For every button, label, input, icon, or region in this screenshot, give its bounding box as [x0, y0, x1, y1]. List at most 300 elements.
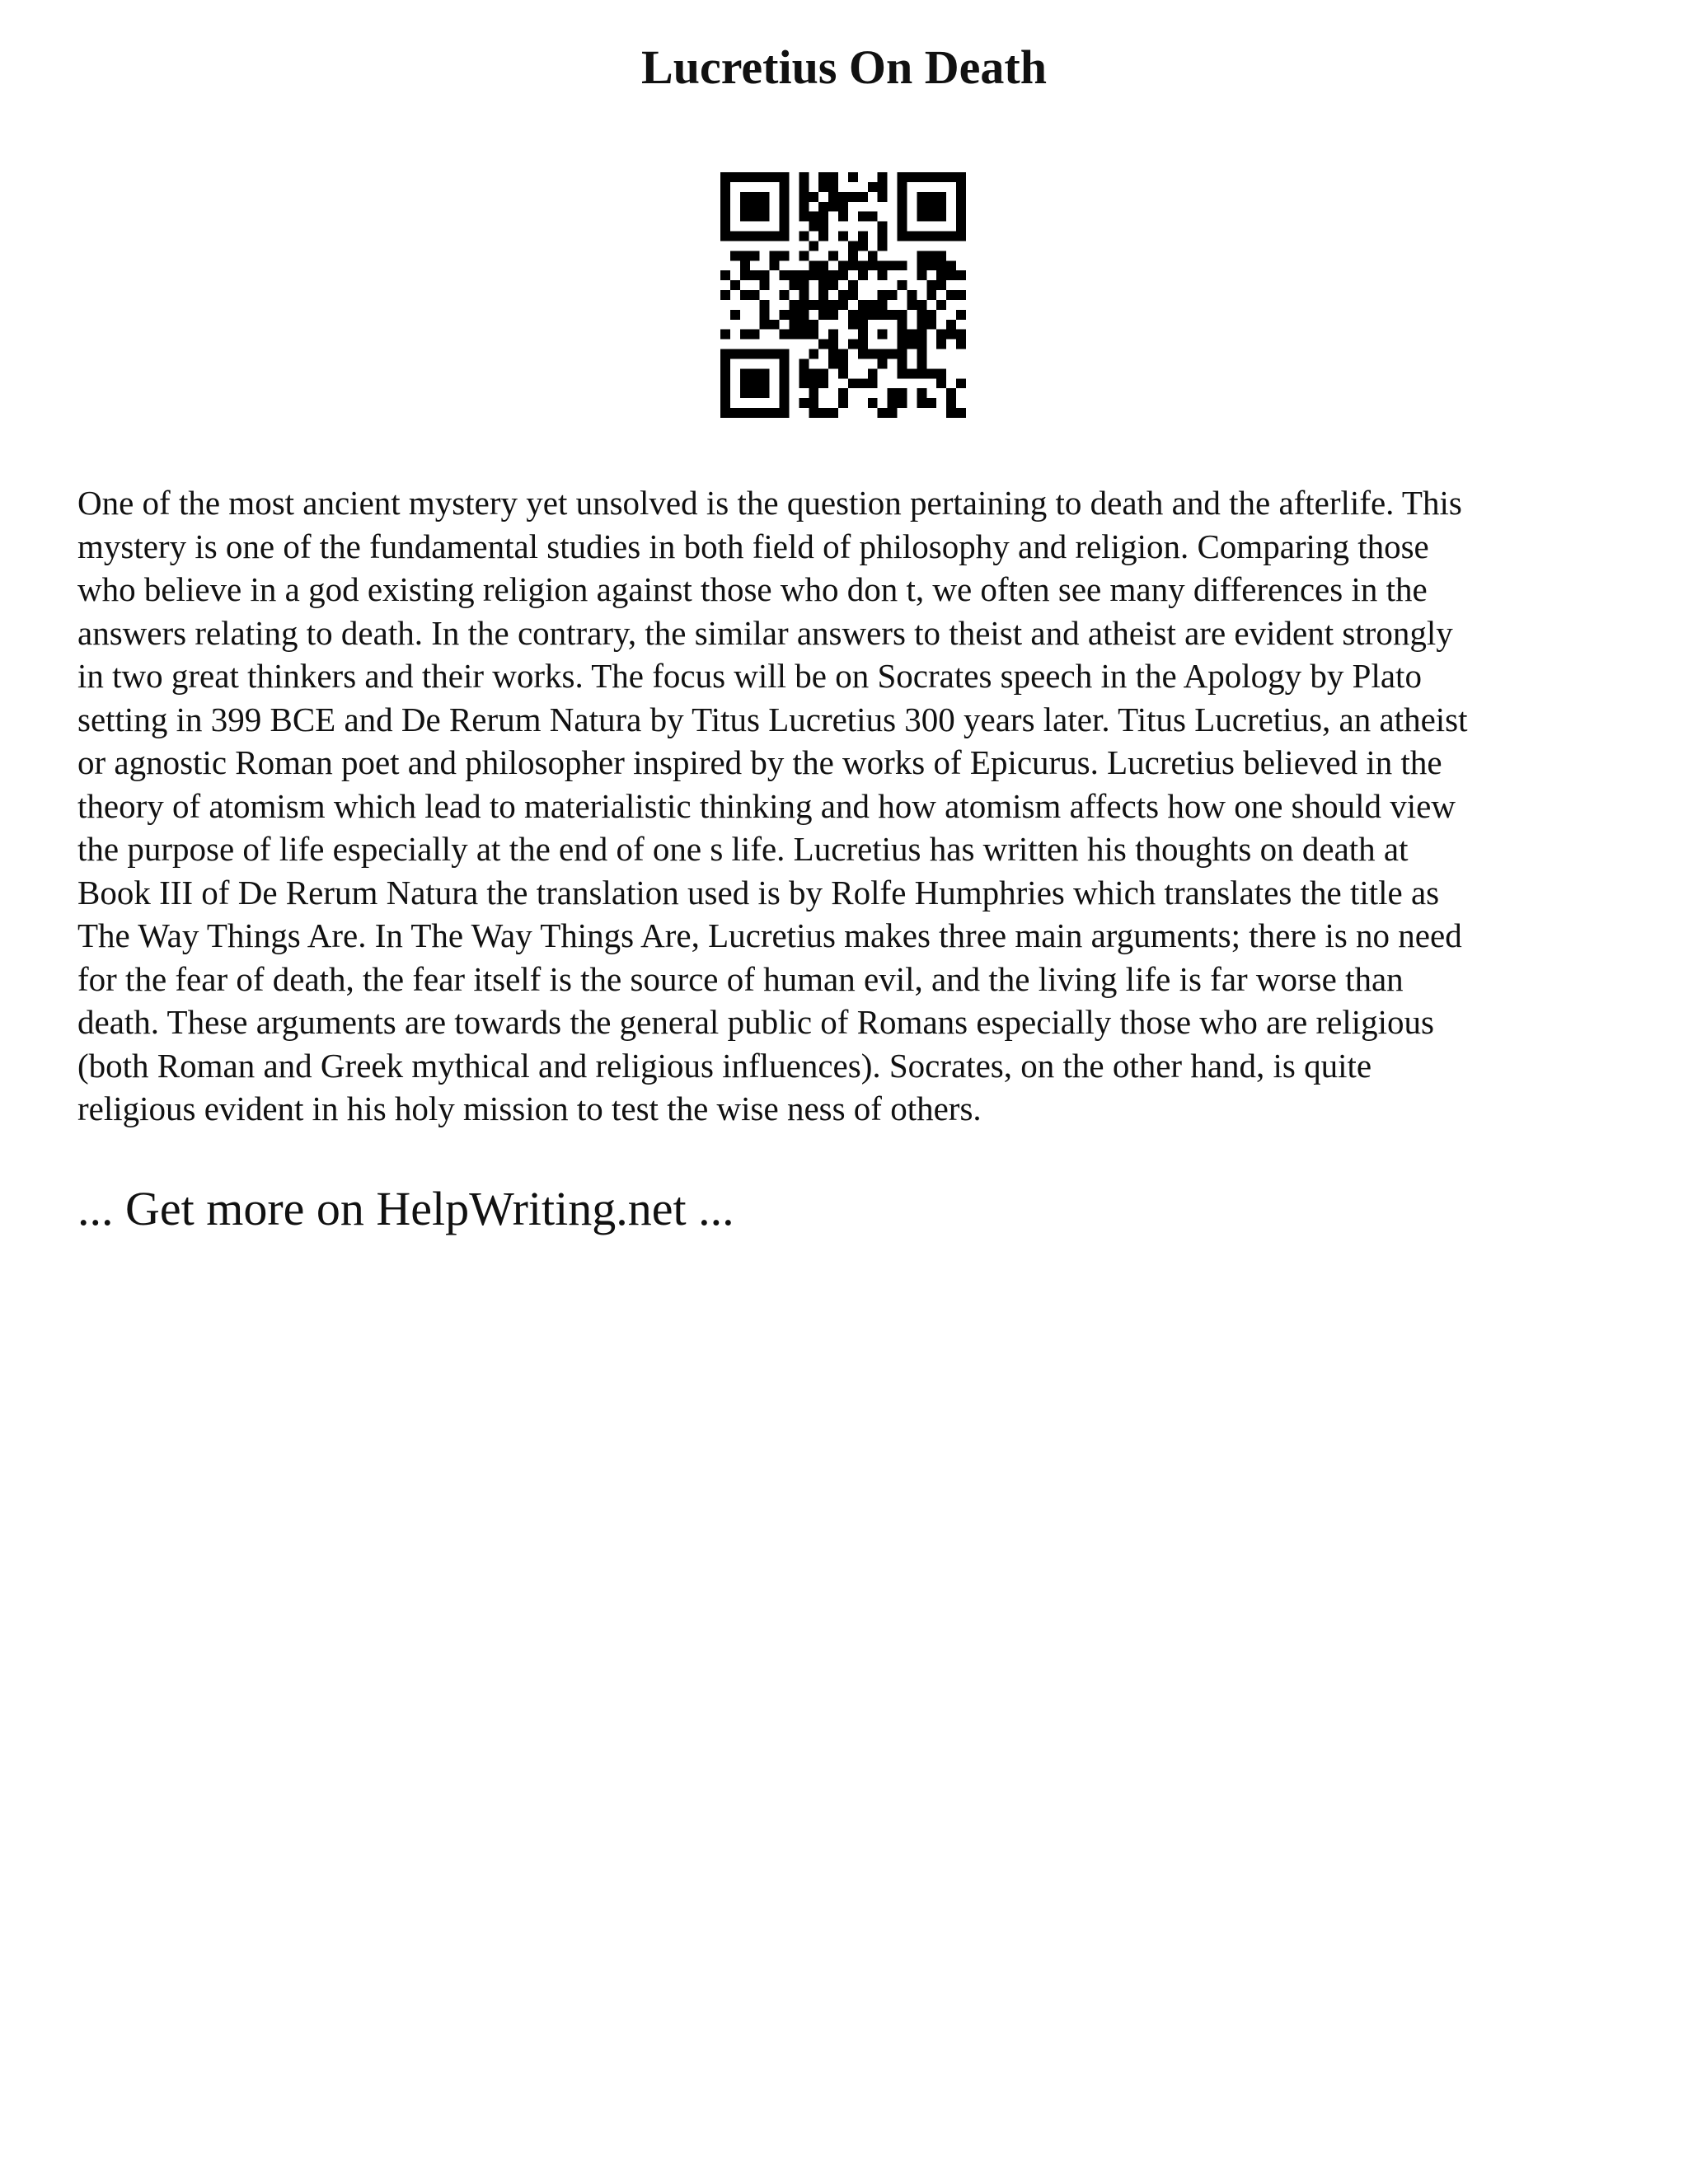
qr-module: [838, 398, 848, 408]
qr-module: [917, 310, 926, 320]
qr-module: [818, 310, 828, 320]
qr-module: [770, 251, 780, 260]
qr-module: [956, 232, 966, 241]
qr-module: [720, 192, 730, 202]
qr-module: [878, 182, 888, 192]
qr-module: [858, 241, 868, 251]
qr-module: [740, 388, 750, 398]
qr-module: [878, 192, 888, 202]
qr-module: [878, 222, 888, 232]
qr-module: [868, 378, 878, 388]
qr-module: [730, 280, 740, 290]
qr-module: [760, 388, 770, 398]
qr-module: [780, 290, 790, 300]
qr-module: [818, 182, 828, 192]
qr-module: [898, 222, 907, 232]
qr-module: [898, 280, 907, 290]
qr-module: [907, 340, 917, 349]
qr-module: [926, 260, 936, 270]
qr-module: [720, 398, 730, 408]
qr-module: [828, 349, 838, 359]
qr-module: [740, 378, 750, 388]
qr-module: [858, 270, 868, 280]
qr-module: [936, 340, 946, 349]
qr-module: [750, 212, 760, 222]
qr-module: [888, 310, 898, 320]
qr-module: [818, 222, 828, 232]
qr-module: [818, 280, 828, 290]
qr-module: [868, 212, 878, 222]
qr-module: [750, 330, 760, 340]
qr-module: [946, 172, 956, 182]
qr-module: [917, 340, 926, 349]
qr-module: [730, 310, 740, 320]
qr-module: [799, 251, 809, 260]
qr-module: [818, 270, 828, 280]
qr-module: [809, 320, 818, 330]
qr-module: [740, 260, 750, 270]
qr-module: [789, 320, 799, 330]
qr-module: [750, 232, 760, 241]
qr-module: [888, 398, 898, 408]
qr-module: [740, 172, 750, 182]
qr-module: [868, 398, 878, 408]
qr-module: [848, 260, 858, 270]
qr-module: [936, 232, 946, 241]
qr-module: [780, 368, 790, 378]
qr-module: [858, 232, 868, 241]
qr-module: [750, 251, 760, 260]
qr-module: [917, 330, 926, 340]
qr-module: [799, 398, 809, 408]
qr-module: [828, 251, 838, 260]
qr-module: [809, 260, 818, 270]
qr-module: [720, 330, 730, 340]
qr-module: [809, 192, 818, 202]
qr-module: [838, 202, 848, 212]
qr-module: [956, 378, 966, 388]
qr-module: [760, 310, 770, 320]
qr-module: [926, 280, 936, 290]
qr-module: [898, 212, 907, 222]
qr-module: [917, 388, 926, 398]
qr-module: [720, 368, 730, 378]
qr-module: [898, 192, 907, 202]
qr-module: [809, 349, 818, 359]
qr-module: [917, 349, 926, 359]
qr-module: [956, 202, 966, 212]
qr-module: [818, 300, 828, 310]
qr-module: [750, 378, 760, 388]
qr-module: [936, 378, 946, 388]
qr-module: [780, 408, 790, 418]
qr-module: [740, 212, 750, 222]
qr-module: [760, 408, 770, 418]
qr-module: [720, 408, 730, 418]
qr-module: [809, 241, 818, 251]
qr-module: [799, 359, 809, 368]
qr-module: [740, 349, 750, 359]
page-title: Lucretius On Death: [641, 40, 1047, 94]
qr-module: [750, 290, 760, 300]
qr-module: [838, 212, 848, 222]
qr-module: [799, 378, 809, 388]
qr-module: [789, 270, 799, 280]
qr-module: [730, 349, 740, 359]
qr-module: [848, 290, 858, 300]
qr-module: [818, 408, 828, 418]
qr-module: [936, 260, 946, 270]
qr-module: [760, 280, 770, 290]
qr-module: [750, 408, 760, 418]
qr-module: [926, 290, 936, 300]
qr-module: [780, 398, 790, 408]
qr-module: [956, 172, 966, 182]
qr-module: [848, 340, 858, 349]
qr-module: [936, 202, 946, 212]
qr-module: [898, 398, 907, 408]
qr-module: [760, 192, 770, 202]
qr-module: [720, 378, 730, 388]
qr-module: [780, 359, 790, 368]
qr-module: [898, 320, 907, 330]
qr-module: [946, 320, 956, 330]
qr-module: [946, 270, 956, 280]
qr-module: [907, 368, 917, 378]
qr-module: [838, 349, 848, 359]
qr-module: [730, 172, 740, 182]
qr-module: [799, 172, 809, 182]
qr-module: [818, 260, 828, 270]
qr-module: [809, 398, 818, 408]
qr-module: [838, 388, 848, 398]
body-paragraph: One of the most ancient mystery yet unsolved is the question pertaining to death and the afterlife. This mystery is one of the fundamental studies in both field of philosophy and religion. Comparing those who believe in a god existing religion against those who don t, we often see many differences in the answers relating to death. In the contrary, the similar answers to theist and atheist are evident strongly in two great thinkers and their works. The focus will be on Socrates speech in the Apology by Plato setting in 399 BCE and De Rerum Natura by Titus Lucretius 300 years later. Titus Lucretius, an atheist or agnostic Roman poet and philosopher inspired by the works of Epicurus. Lucretius believed in the theory of atomism which lead to materialistic thinking and how atomism affects how one should view the purpose of life especially at the end of one s life. Lucretius has written his thoughts on death at Book III of De Rerum Natura the translation used is by Rolfe Humphries which translates the title as The Way Things Are. In The Way Things Are, Lucretius makes three main arguments; there is no need for the fear of death, the fear itself is the source of human evil, and the living life is far worse than death. These arguments are towards the general public of Romans especially those who are religious (both Roman and Greek mythical and religious influences). Socrates, on the other hand, is quite religious evident in his holy mission to test the wise ness of others.: [77, 484, 1468, 1127]
qr-module: [868, 349, 878, 359]
qr-module: [760, 212, 770, 222]
qr-module: [828, 202, 838, 212]
qr-module: [809, 330, 818, 340]
qr-module: [848, 251, 858, 260]
qr-module: [770, 408, 780, 418]
qr-module: [926, 398, 936, 408]
qr-module: [770, 172, 780, 182]
qr-module: [780, 222, 790, 232]
qr-module: [936, 172, 946, 182]
qr-module: [907, 330, 917, 340]
qr-module: [828, 408, 838, 418]
qr-module: [898, 260, 907, 270]
qr-module: [917, 251, 926, 260]
qr-module: [828, 359, 838, 368]
qr-module: [926, 202, 936, 212]
qr-module: [720, 202, 730, 212]
qr-module: [730, 251, 740, 260]
qr-module: [799, 182, 809, 192]
qr-module: [809, 378, 818, 388]
qr-module: [898, 388, 907, 398]
qr-module: [799, 310, 809, 320]
qr-module: [848, 241, 858, 251]
qr-module: [936, 300, 946, 310]
qr-module: [926, 172, 936, 182]
get-more-link[interactable]: ... Get more on HelpWriting.net ...: [77, 1182, 734, 1235]
qr-module: [760, 172, 770, 182]
qr-module: [956, 182, 966, 192]
qr-module: [858, 349, 868, 359]
qr-module: [780, 232, 790, 241]
qr-module: [780, 310, 790, 320]
qr-module: [907, 290, 917, 300]
qr-module: [838, 260, 848, 270]
qr-module: [750, 349, 760, 359]
qr-module: [898, 349, 907, 359]
qr-module: [926, 310, 936, 320]
qr-module: [946, 398, 956, 408]
qr-module: [898, 232, 907, 241]
qr-module: [828, 192, 838, 202]
qr-code-icon: [720, 172, 966, 418]
qr-module: [838, 368, 848, 378]
qr-module: [750, 202, 760, 212]
qr-module: [740, 192, 750, 202]
qr-module: [956, 290, 966, 300]
qr-module: [770, 260, 780, 270]
qr-module: [780, 192, 790, 202]
qr-module: [828, 182, 838, 192]
qr-module: [848, 320, 858, 330]
qr-module: [789, 330, 799, 340]
qr-module: [878, 330, 888, 340]
qr-module: [760, 232, 770, 241]
qr-module: [809, 408, 818, 418]
qr-module: [730, 232, 740, 241]
qr-module: [740, 202, 750, 212]
qr-module: [750, 388, 760, 398]
qr-module: [926, 368, 936, 378]
qr-module: [858, 378, 868, 388]
qr-module: [809, 222, 818, 232]
qr-module: [926, 232, 936, 241]
qr-module: [878, 408, 888, 418]
qr-module: [838, 270, 848, 280]
qr-module: [828, 340, 838, 349]
qr-module: [760, 368, 770, 378]
qr-module: [720, 349, 730, 359]
qr-module: [818, 172, 828, 182]
qr-module: [828, 300, 838, 310]
qr-module: [946, 232, 956, 241]
qr-module: [818, 378, 828, 388]
qr-module: [936, 212, 946, 222]
qr-module: [878, 172, 888, 182]
qr-module: [740, 270, 750, 280]
qr-module: [799, 320, 809, 330]
qr-module: [720, 182, 730, 192]
qr-module: [858, 192, 868, 202]
qr-module: [946, 408, 956, 418]
qr-module: [917, 260, 926, 270]
qr-module: [946, 260, 956, 270]
qr-module: [799, 202, 809, 212]
qr-module: [799, 232, 809, 241]
qr-module: [828, 172, 838, 182]
qr-module: [956, 212, 966, 222]
qr-module: [760, 300, 770, 310]
qr-module: [760, 270, 770, 280]
qr-module: [789, 300, 799, 310]
qr-module: [720, 222, 730, 232]
qr-module: [888, 349, 898, 359]
qr-module: [878, 310, 888, 320]
qr-module: [799, 192, 809, 202]
qr-module: [898, 310, 907, 320]
qr-module: [926, 320, 936, 330]
qr-module: [799, 280, 809, 290]
qr-module: [780, 349, 790, 359]
qr-module: [917, 212, 926, 222]
qr-module: [838, 192, 848, 202]
qr-module: [946, 330, 956, 340]
qr-module: [917, 320, 926, 330]
qr-module: [878, 260, 888, 270]
qr-module: [799, 368, 809, 378]
qr-module: [780, 251, 790, 260]
qr-module: [917, 398, 926, 408]
qr-module: [760, 202, 770, 212]
qr-module: [917, 192, 926, 202]
qr-module: [809, 388, 818, 398]
qr-module: [780, 182, 790, 192]
qr-module: [888, 260, 898, 270]
qr-module: [936, 192, 946, 202]
qr-module: [818, 212, 828, 222]
qr-module: [858, 212, 868, 222]
qr-module: [936, 270, 946, 280]
qr-module: [780, 270, 790, 280]
qr-module: [750, 192, 760, 202]
qr-module: [898, 368, 907, 378]
qr-module: [720, 290, 730, 300]
qr-module: [868, 182, 878, 192]
qr-module: [780, 212, 790, 222]
qr-module: [898, 359, 907, 368]
qr-module: [868, 310, 878, 320]
qr-module: [868, 260, 878, 270]
qr-module: [780, 388, 790, 398]
qr-module: [956, 222, 966, 232]
qr-module: [818, 368, 828, 378]
qr-module: [750, 270, 760, 280]
qr-module: [848, 280, 858, 290]
qr-module: [926, 212, 936, 222]
qr-module: [809, 300, 818, 310]
qr-module: [936, 368, 946, 378]
qr-module: [888, 388, 898, 398]
qr-module: [878, 270, 888, 280]
qr-module: [780, 172, 790, 182]
qr-module: [720, 232, 730, 241]
qr-module: [720, 212, 730, 222]
qr-module: [888, 408, 898, 418]
qr-module: [838, 290, 848, 300]
qr-module: [858, 300, 868, 310]
qr-module: [956, 310, 966, 320]
qr-module: [898, 330, 907, 340]
qr-module: [878, 290, 888, 300]
qr-module: [799, 212, 809, 222]
qr-module: [720, 388, 730, 398]
qr-module: [848, 192, 858, 202]
qr-module: [818, 202, 828, 212]
qr-module: [848, 172, 858, 182]
qr-module: [848, 310, 858, 320]
qr-module: [936, 280, 946, 290]
qr-module: [799, 330, 809, 340]
qr-module: [809, 212, 818, 222]
qr-module: [917, 368, 926, 378]
qr-module: [936, 330, 946, 340]
qr-module: [956, 408, 966, 418]
qr-module: [760, 320, 770, 330]
qr-module: [936, 251, 946, 260]
qr-module: [917, 270, 926, 280]
qr-module: [907, 232, 917, 241]
qr-module: [740, 330, 750, 340]
qr-module: [760, 378, 770, 388]
qr-module: [946, 290, 956, 300]
qr-module: [858, 340, 868, 349]
qr-module: [956, 330, 966, 340]
qr-module: [838, 232, 848, 241]
qr-module: [907, 300, 917, 310]
qr-module: [917, 359, 926, 368]
qr-module: [858, 260, 868, 270]
qr-module: [956, 340, 966, 349]
qr-module: [809, 368, 818, 378]
qr-module: [898, 182, 907, 192]
qr-module: [878, 232, 888, 241]
qr-module: [818, 290, 828, 300]
qr-module: [878, 241, 888, 251]
qr-module: [740, 290, 750, 300]
qr-module: [720, 172, 730, 182]
qr-module: [858, 320, 868, 330]
qr-module: [740, 232, 750, 241]
qr-module: [789, 280, 799, 290]
qr-module: [799, 270, 809, 280]
qr-module: [838, 359, 848, 368]
qr-module: [917, 232, 926, 241]
qr-module: [780, 330, 790, 340]
qr-module: [868, 368, 878, 378]
qr-module: [740, 408, 750, 418]
qr-module: [878, 359, 888, 368]
qr-module: [898, 172, 907, 182]
qr-module: [946, 388, 956, 398]
qr-module: [917, 300, 926, 310]
qr-module: [858, 310, 868, 320]
qr-module: [917, 202, 926, 212]
qr-module: [898, 202, 907, 212]
qr-module: [868, 300, 878, 310]
qr-module: [926, 192, 936, 202]
qr-module: [956, 270, 966, 280]
qr-module: [799, 290, 809, 300]
qr-module: [770, 349, 780, 359]
qr-module: [720, 270, 730, 280]
qr-module: [917, 172, 926, 182]
qr-module: [818, 232, 828, 241]
